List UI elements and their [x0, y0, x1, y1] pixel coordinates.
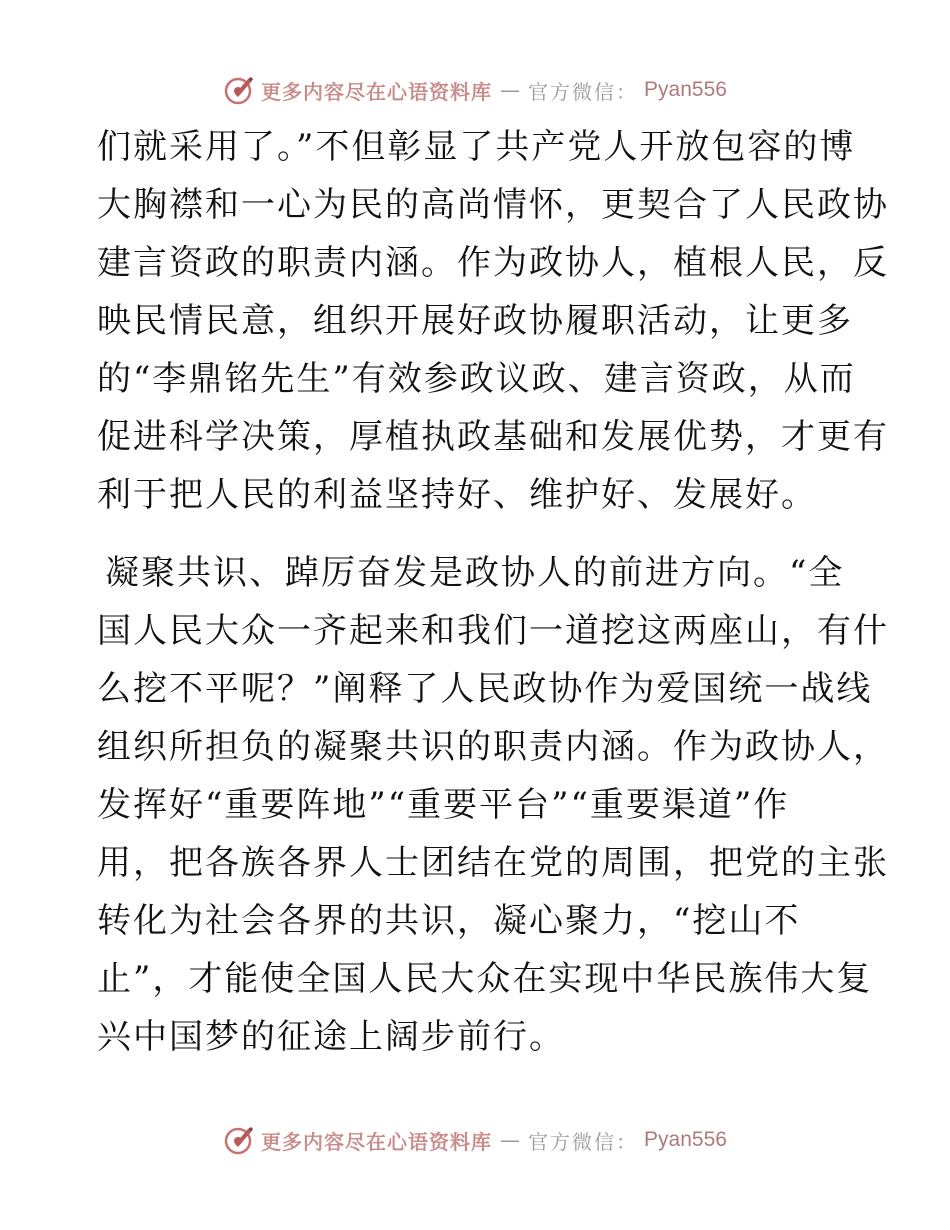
paragraph-2: [97, 544, 889, 1066]
text-line: 建言资政的职责内涵。作为政协人，植根人民，反: [97, 243, 889, 283]
paragraph-spacer: [97, 524, 857, 544]
watermark-wechat-label: 官方微信：: [528, 79, 639, 104]
text-line: 发挥好“重要阵地”“重要平台”“重要渠道”作: [97, 785, 790, 825]
paragraph-1: [97, 118, 889, 524]
watermark-text: 更多内容尽在心语资料库: [261, 1129, 493, 1154]
text-line: 国人民大众一齐起来和我们一道挖这两座山，有什: [97, 611, 889, 651]
text-line: 组织所担负的凝聚共识的职责内涵。作为政协人，: [97, 727, 889, 767]
text-line: 映民情民意，组织开展好政协履职活动，让更多: [97, 301, 853, 341]
text-line: 大胸襟和一心为民的高尚情怀，更契合了人民政协: [97, 185, 889, 225]
text-line: 么挖不平呢？”阐释了人民政协作为爱国统一战线: [97, 669, 873, 709]
header-watermark: [0, 70, 950, 110]
text-line: 的“李鼎铭先生”有效参政议政、建言资政，从而: [97, 359, 856, 399]
text-line: 用，把各族各界人士团结在党的周围，把党的主张: [97, 843, 889, 883]
pen-logo-icon: [223, 1124, 255, 1156]
text-line: 止”，才能使全国人民大众在实现中华民族伟大复: [97, 959, 873, 999]
watermark-text: 更多内容尽在心语资料库: [261, 79, 493, 104]
text-line: 促进科学决策，厚植执政基础和发展优势，才更有: [97, 417, 889, 457]
pen-logo-icon: [223, 74, 255, 106]
text-line: 转化为社会各界的共识，凝心聚力，“挖山不: [97, 901, 801, 941]
watermark-separator: —: [500, 1128, 521, 1152]
text-line: 们就采用了。”不但彰显了共产党人开放包容的博: [97, 127, 856, 167]
watermark-separator: —: [500, 78, 521, 102]
text-line: 凝聚共识、踔厉奋发是政协人的前进方向。“全: [105, 553, 845, 593]
document-body: [97, 118, 889, 1066]
text-line: 兴中国梦的征途上阔步前行。: [97, 1017, 565, 1057]
watermark-wechat-id: Pyan556: [644, 1128, 727, 1151]
footer-watermark: [0, 1120, 950, 1160]
watermark-wechat-label: 官方微信：: [528, 1129, 639, 1154]
watermark-wechat-id: Pyan556: [644, 78, 727, 101]
text-line: 利于把人民的利益坚持好、维护好、发展好。: [97, 475, 817, 515]
